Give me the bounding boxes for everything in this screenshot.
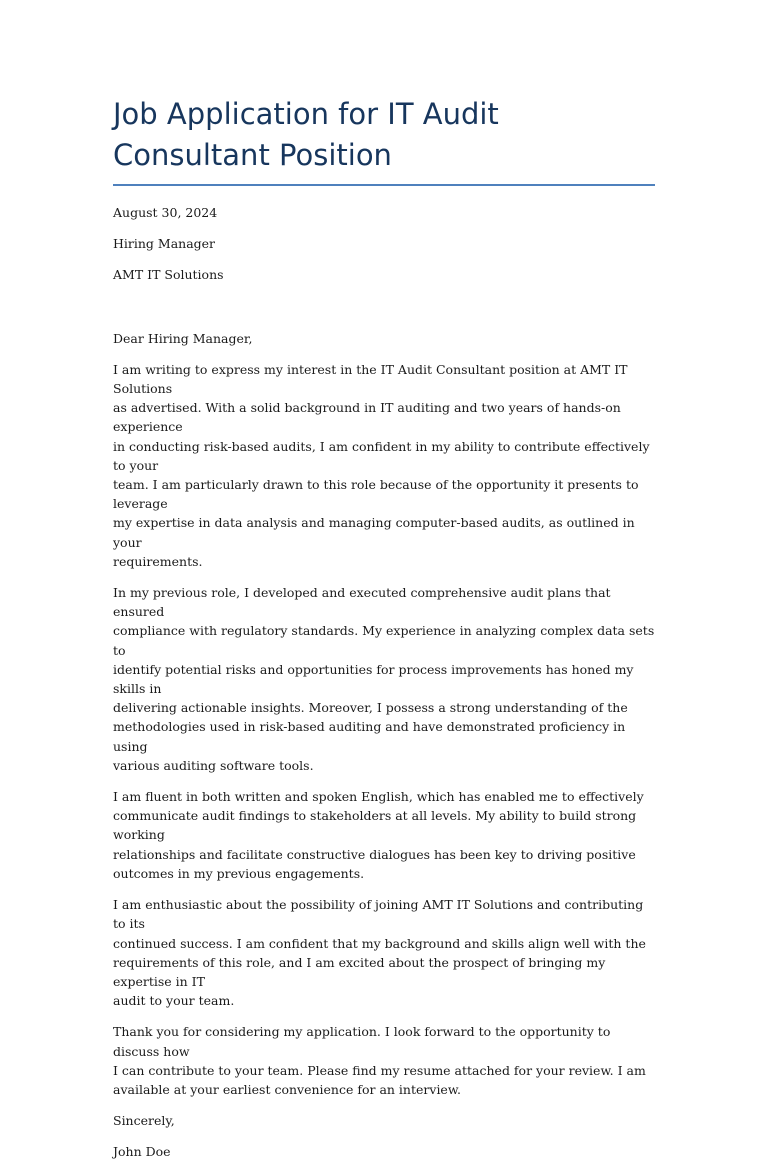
body-paragraph-communication: I am fluent in both written and spoken English, which has enabled me to effectively communicate audit findings to stakeholders at all levels. My ability to build strong working relationships and facilitate constructive dialogues has been key to driving positive outcomes in my previous engagements. [113, 789, 644, 881]
recipient-name: Hiring Manager [113, 236, 216, 252]
signature-name: John Doe [113, 1144, 171, 1160]
letter-page [113, 0, 658, 1162]
company-name: AMT IT Solutions [113, 267, 224, 283]
title-divider [113, 184, 655, 186]
closing: Sincerely, [113, 1113, 175, 1129]
body-paragraph-thanks: Thank you for considering my application. I look forward to the opportunity to discuss how I can contribute to your team. Please find my resume attached for your review. I am available at your earliest convenience for an interview. [113, 1024, 646, 1097]
body-paragraph-experience: In my previous role, I developed and executed comprehensive audit plans that ensured compliance with regulatory standards. My experience in analyzing complex data sets to identify potential risks and opportunities for process improvements has honed my skills in delivering actionable insights. Moreover, I possess a strong understanding of the methodologies used in risk-based auditing and have demonstrated proficiency in using various auditing software tools. [113, 585, 655, 773]
letter-title: Job Application for IT Audit Consultant Position [113, 97, 499, 172]
letter-date: August 30, 2024 [113, 205, 218, 220]
body-paragraph-enthusiasm: I am enthusiastic about the possibility of joining AMT IT Solutions and contributing to its continued success. I am confident that my background and skills align well with the requirements of this role, and I am excited about the prospect of bringing my expertise in IT audit to your team. [113, 897, 646, 1009]
salutation: Dear Hiring Manager, [113, 330, 253, 346]
body-paragraph-intro: I am writing to express my interest in the IT Audit Consultant position at AMT IT Solutions as advertised. With a solid background in IT auditing and two years of hands-on experience in conducting risk-based audits, I am confident in my ability to contribute effectively to your team. I am particularly drawn to this role because of the opportunity it presents to leverage my expertise in data analysis and managing computer-based audits, as outlined in your requirements. [113, 361, 650, 569]
